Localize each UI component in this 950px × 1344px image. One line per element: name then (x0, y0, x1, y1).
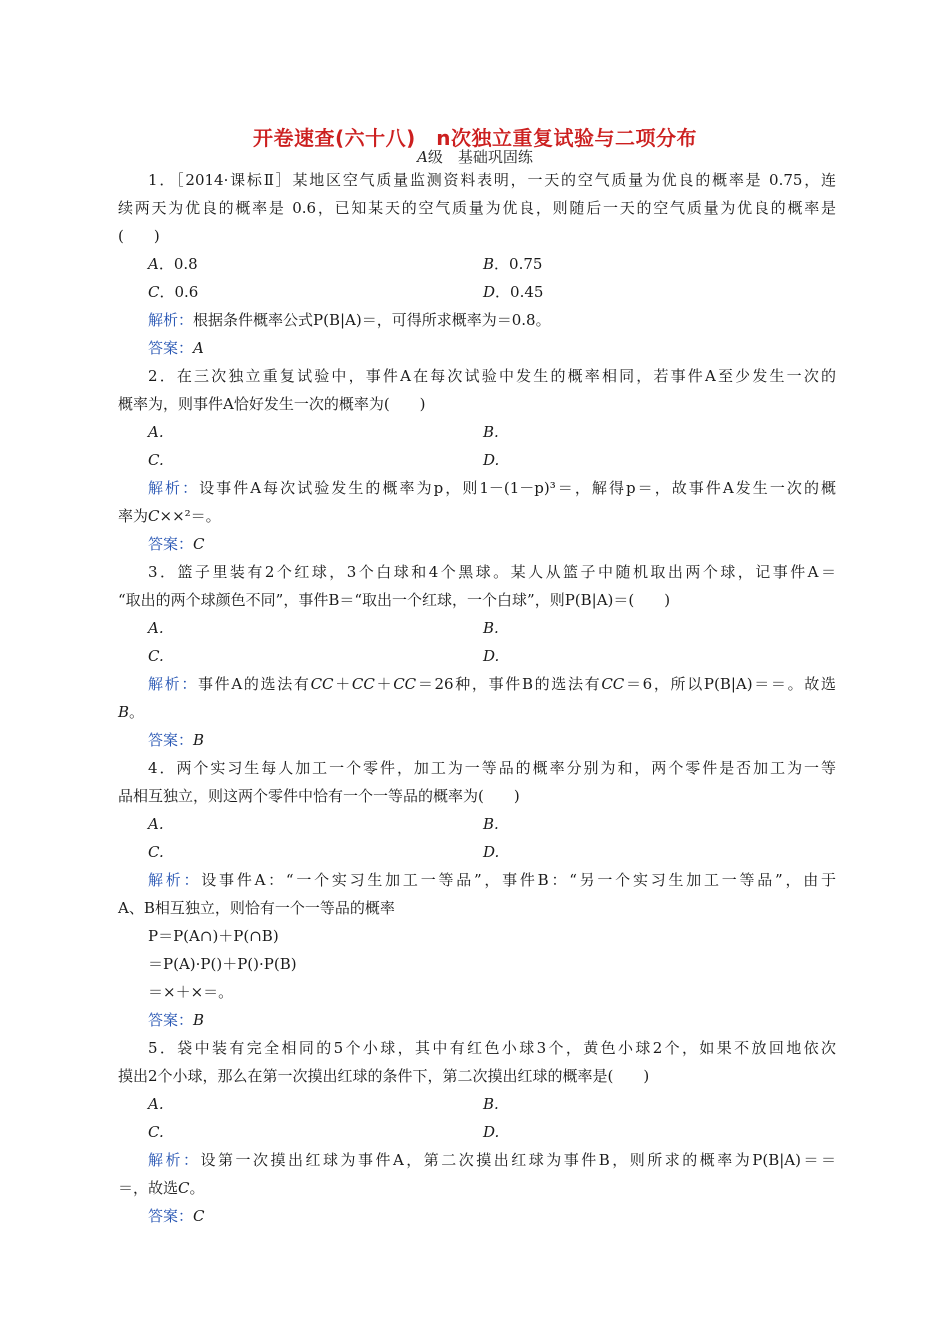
q1-option-c: C．0.6 (148, 283, 199, 301)
q4-answer: 答案：B (148, 1011, 205, 1029)
q5-analysis-line2: ＝，故选C。 (118, 1179, 205, 1197)
q4-option-c: C. (148, 843, 164, 861)
q2-analysis-line2: 率为C××²＝。 (118, 507, 221, 525)
section-subtitle (0, 146, 950, 167)
q5-option-a: A. (148, 1095, 164, 1113)
q2-option-d: D. (483, 451, 500, 469)
q1-line3: ( ) (118, 227, 160, 245)
q3-option-a: A. (148, 619, 164, 637)
q3-option-c: C. (148, 647, 164, 665)
q1-option-d: D．0.45 (483, 283, 544, 301)
q4-analysis-line5: ＝×＋×＝。 (148, 983, 234, 1001)
q3-analysis-line1: 解析：事件A的选法有CC＋CC＋CC＝26种，事件B的选法有CC＝6，所以P(B|A)＝＝。故选 (148, 675, 836, 693)
q2-option-c: C. (148, 451, 164, 469)
q2-option-a: A. (148, 423, 164, 441)
q1-option-b: B．0.75 (483, 255, 543, 273)
q3-option-b: B. (483, 619, 499, 637)
q3-line1: 3．篮子里装有2个红球，3个白球和4个黑球。某人从篮子中随机取出两个球，记事件A＝ (148, 563, 836, 581)
q2-option-b: B. (483, 423, 499, 441)
q2-answer: 答案：C (148, 535, 205, 553)
q2-line2: 概率为，则事件A恰好发生一次的概率为( ) (118, 395, 426, 413)
q4-option-b: B. (483, 815, 499, 833)
q4-analysis-line2: A、B相互独立，则恰有一个一等品的概率 (118, 899, 395, 917)
q2-line1: 2．在三次独立重复试验中，事件A在每次试验中发生的概率相同，若事件A至少发生一次的 (148, 367, 836, 385)
q5-option-d: D. (483, 1123, 500, 1141)
q3-option-d: D. (483, 647, 500, 665)
level-letter: A (417, 148, 428, 166)
q5-option-b: B. (483, 1095, 499, 1113)
q5-analysis-line1: 解析：设第一次摸出红球为事件A，第二次摸出红球为事件B，则所求的概率为P(B|A)＝＝ (148, 1151, 836, 1169)
q1-line2: 续两天为优良的概率是 0.6，已知某天的空气质量为优良，则随后一天的空气质量为优良的概率是 (118, 199, 836, 217)
q4-option-a: A. (148, 815, 164, 833)
q3-answer: 答案：B (148, 731, 205, 749)
q5-line2: 摸出2个小球，那么在第一次摸出红球的条件下，第二次摸出红球的概率是( ) (118, 1067, 650, 1085)
q4-analysis-line3: P＝P(A∩)＋P(∩B) (148, 927, 279, 945)
q5-line1: 5．袋中装有完全相同的5个小球，其中有红色小球3个，黄色小球2个，如果不放回地依次 (148, 1039, 836, 1057)
q4-line2: 品相互独立，则这两个零件中恰有一个一等品的概率为( ) (118, 787, 520, 805)
q4-option-d: D. (483, 843, 500, 861)
q1-analysis: 解析：根据条件概率公式P(B|A)＝，可得所求概率为＝0.8。 (148, 311, 551, 329)
q3-analysis-line2: B。 (118, 703, 145, 721)
q4-analysis-line4: ＝P(A)·P()＋P()·P(B) (148, 955, 297, 973)
q1-line1: 1．［2014·课标Ⅱ］某地区空气质量监测资料表明，一天的空气质量为优良的概率是 0.75，连 (148, 171, 836, 189)
q1-option-a: A．0.8 (148, 255, 198, 273)
q2-analysis-line1: 解析：设事件A每次试验发生的概率为p，则1－(1－p)³＝，解得p＝，故事件A发生一次的概 (148, 479, 836, 497)
level-text: 级 基础巩固练 (427, 148, 533, 166)
page-title: 开卷速查(六十八) n次独立重复试验与二项分布 (252, 126, 698, 150)
q1-answer: 答案：A (148, 339, 204, 357)
q4-analysis-line1: 解析：设事件A：“一个实习生加工一等品”，事件B：“另一个实习生加工一等品”，由于 (148, 871, 836, 889)
q3-line2: “取出的两个球颜色不同”，事件B＝“取出一个红球，一个白球”，则P(B|A)＝( ) (118, 591, 671, 609)
q5-option-c: C. (148, 1123, 164, 1141)
q5-answer: 答案：C (148, 1207, 205, 1225)
q4-line1: 4．两个实习生每人加工一个零件，加工为一等品的概率分别为和，两个零件是否加工为一等 (148, 759, 836, 777)
